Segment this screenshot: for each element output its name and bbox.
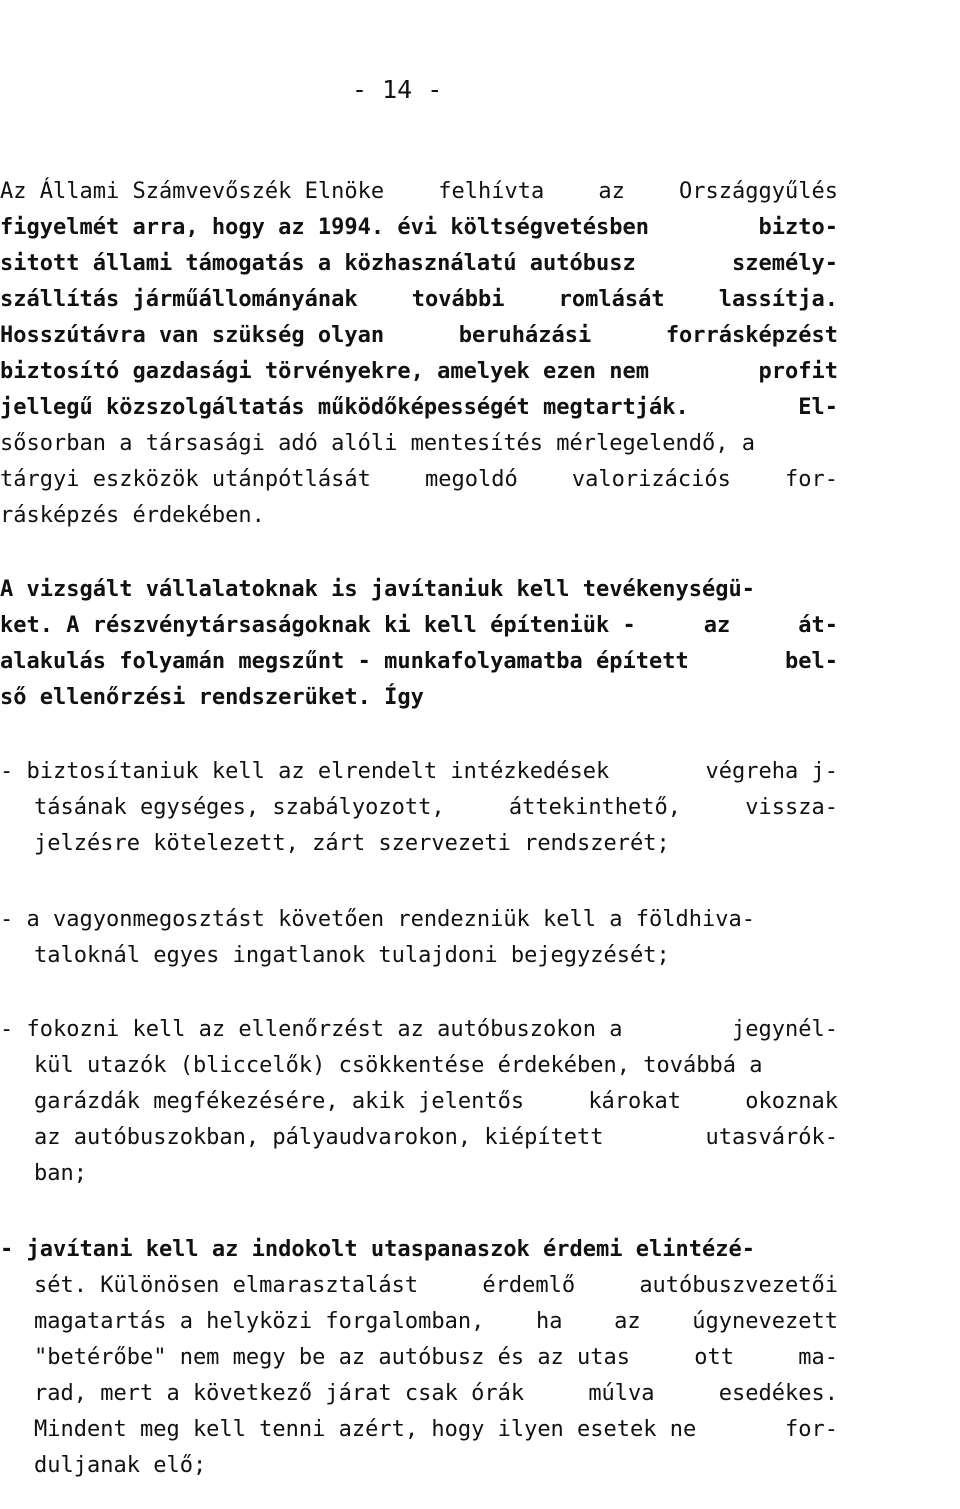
text-segment: az autóbuszokban, pályaudvarokon, kiépített [34,1125,604,1150]
text-segment: rad, mert a következő járat csak órák [34,1381,525,1406]
text-segment: figyelmét arra, hogy az 1994. évi költségvetésben [0,215,650,240]
text-segment: - fokozni kell az ellenőrzést az autóbuszokon a [0,1017,623,1042]
text-segment: sét. Különösen elmarasztalást [34,1273,419,1298]
text-line [0,462,960,498]
text-segment: jellegű közszolgáltatás működőképességét megtartják. [0,395,689,420]
text-line [0,1084,960,1120]
text-line [0,1448,960,1484]
text-line [0,1120,960,1156]
text-line [0,608,960,644]
text-segment: El- [798,395,838,420]
text-line [0,680,960,716]
text-segment: rásképzés érdekében. [0,503,265,528]
text-segment: további [411,287,505,312]
text-line [0,1412,960,1448]
text-segment: romlását [558,287,665,312]
text-line [0,790,960,826]
text-segment: biztosító gazdasági törvényekre, amelyek ezen nem [0,359,650,384]
text-segment: jegynél- [732,1017,838,1042]
text-segment: - javítani kell az indokolt utaspanaszok érdemi elintézé- [0,1237,755,1262]
text-segment: végreha j- [705,759,838,784]
text-line [0,174,960,210]
text-segment: for- [785,467,838,492]
text-segment: át- [798,613,838,638]
text-line [0,354,960,390]
text-segment: károkat [588,1089,682,1114]
text-segment: lassítja. [718,287,838,312]
text-line [0,1156,960,1192]
text-segment: A vizsgált vállalatoknak is javítaniuk kell tevékenységü- [0,577,755,602]
text-segment: személy- [732,251,838,276]
page-number: - 14 - [352,75,443,104]
text-line [0,572,960,608]
text-line [0,1304,960,1340]
text-line [0,1340,960,1376]
text-segment: magatartás a helyközi forgalomban, [34,1309,485,1334]
text-line [0,1376,960,1412]
text-segment: duljanak elő; [34,1453,207,1478]
text-line [0,754,960,790]
text-segment: forrásképzést [665,323,838,348]
text-segment: múlva [588,1381,655,1406]
text-segment: úgynevezett [692,1309,838,1334]
text-line [0,390,960,426]
text-segment: esedékes. [718,1381,838,1406]
text-segment: alakulás folyamán megszűnt - munkafolyamatba épített [0,649,689,674]
text-line [0,318,960,354]
text-segment: valorizációs [571,467,731,492]
text-line [0,426,960,462]
text-segment: garázdák megfékezésére, akik jelentős [34,1089,525,1114]
text-line [0,826,960,862]
text-segment: megoldó [425,467,518,492]
text-segment: tásának egységes, szabályozott, [34,795,445,820]
text-segment: felhívta [438,179,545,204]
text-segment: "betérőbe" nem megy be az autóbusz és az utas [34,1345,631,1370]
text-segment: az [598,179,625,204]
text-line [0,498,960,534]
text-line [0,282,960,318]
text-segment: - biztosítaniuk kell az elrendelt intézkedések [0,759,610,784]
text-segment: ha [535,1309,563,1334]
text-line [0,1048,960,1084]
text-line [0,246,960,282]
text-segment: - a vagyonmegosztást követően rendezniük kell a földhiva- [0,907,755,932]
text-segment: sősorban a társasági adó alóli mentesítés mérlegelendő, a [0,431,755,456]
text-segment: ott [694,1345,735,1370]
text-segment: utasvárók- [705,1125,838,1150]
text-segment: bizto- [758,215,838,240]
text-segment: az [703,613,731,638]
text-line [0,210,960,246]
text-line [0,1012,960,1048]
text-segment: az [614,1309,641,1334]
text-segment: autóbuszvezetői [639,1273,838,1298]
text-segment: jelzésre kötelezett, zárt szervezeti rendszerét; [34,831,670,856]
text-segment: kül utazók (bliccelők) csökkentése érdekében, továbbá a [34,1053,763,1078]
text-segment: sitott állami támogatás a közhasználatú autóbusz [0,251,636,276]
text-line [0,1268,960,1304]
text-segment: vissza- [745,795,838,820]
text-segment: okoznak [745,1089,838,1114]
text-segment: Az Állami Számvevőszék Elnöke [0,179,385,204]
text-line [0,1232,960,1268]
text-segment: ban; [34,1161,87,1186]
text-segment: for- [785,1417,838,1442]
text-segment: ket. A részvénytársaságoknak ki kell építeniük - [0,613,636,638]
text-segment: Országgyűlés [679,179,838,204]
text-segment: tárgyi eszközök utánpótlását [0,467,371,492]
text-segment: taloknál egyes ingatlanok tulajdoni bejegyzését; [34,943,670,968]
text-segment: bel- [785,649,838,674]
text-segment: Mindent meg kell tenni azért, hogy ilyen esetek ne [34,1417,697,1442]
text-segment: érdemlő [482,1273,576,1298]
text-line [0,902,960,938]
text-segment: ső ellenőrzési rendszerüket. Így [0,685,424,710]
text-segment: Hosszútávra van szükség olyan [0,323,385,348]
text-segment: ma- [798,1345,838,1370]
text-segment: áttekinthető, [508,795,682,820]
text-segment: beruházási [458,323,592,348]
text-line [0,644,960,680]
text-line [0,938,960,974]
text-segment: profit [758,359,838,384]
text-segment: szállítás járműállományának [0,287,358,312]
